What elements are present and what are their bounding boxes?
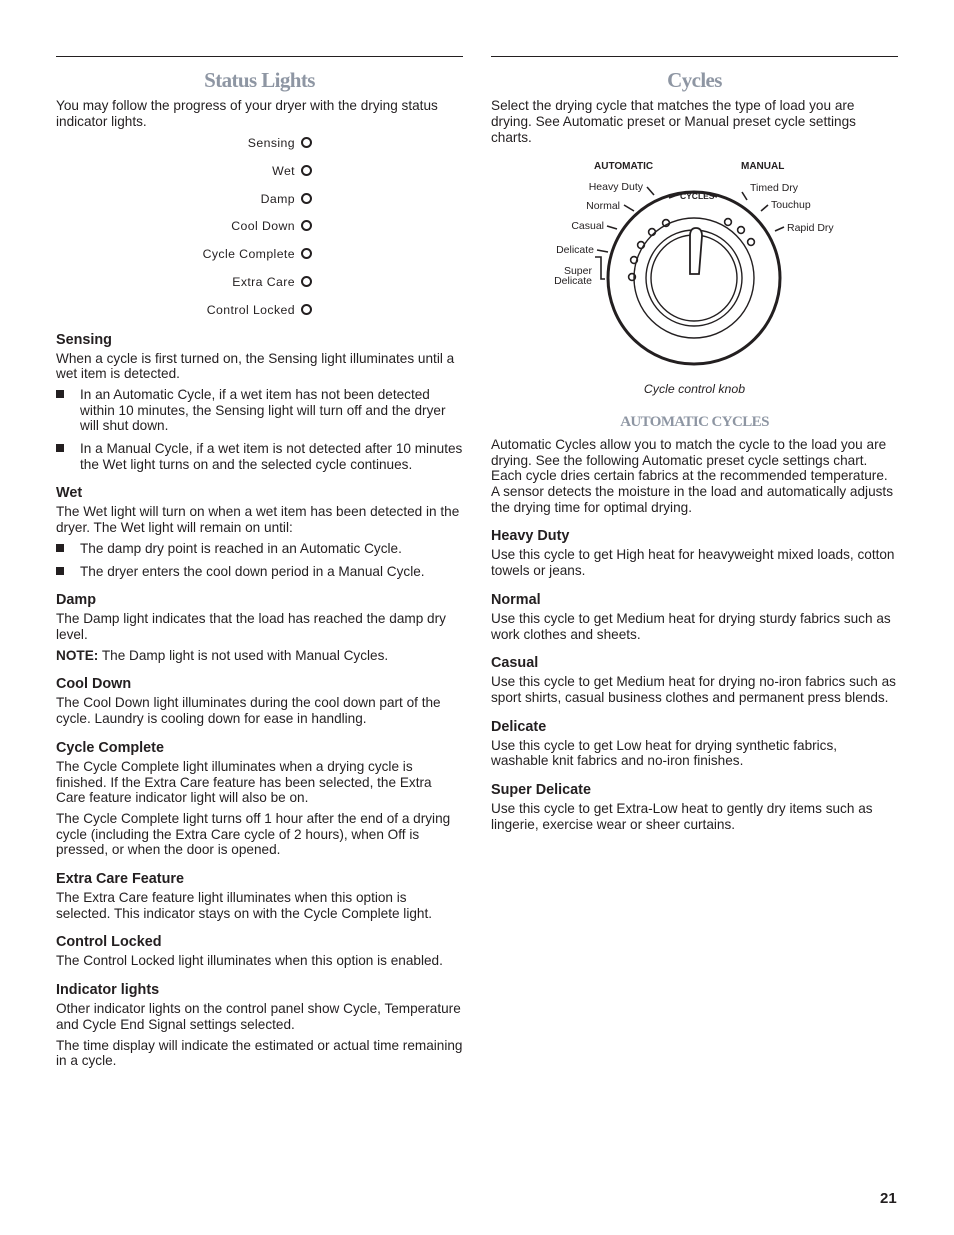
cycles-intro: Select the drying cycle that matches the type of load you are drying. See Automatic preset or Manual preset cycle settings charts.: [491, 98, 856, 145]
section-text: Use this cycle to get Extra-Low heat to gently dry items such as lingerie, exercise wear or sheer curtains.: [491, 801, 873, 832]
list-item: The damp dry point is reached in an Automatic Cycle.: [56, 541, 463, 557]
section-heading: Heavy Duty: [491, 528, 570, 545]
status-lights-title: Status Lights: [204, 68, 315, 92]
timed-dry-label: Timed Dry: [750, 182, 799, 195]
light-control-locked: Control Locked: [207, 303, 312, 317]
leader-line: [647, 187, 654, 195]
bullet-square-icon: [56, 444, 64, 452]
indicator-ring-icon: [301, 193, 312, 204]
section-heavy-duty: [491, 528, 898, 578]
cycle-indicator-icon: [725, 219, 732, 226]
section-automatic-cycles: [491, 437, 898, 516]
section-text: Use this cycle to get High heat for heavyweight mixed loads, cotton towels or jeans.: [491, 547, 895, 579]
section-delicate: [491, 719, 898, 769]
section-casual: [491, 655, 898, 705]
section-normal: [491, 592, 898, 642]
section-text: Automatic Cycles allow you to match the cycle to the load you are drying. See the following Automatic preset cycle settings chart. Each cycle dries certain fabrics at the recommended temperature. A sensor detects the moisture in the load and automatically adjusts the drying time for optimal drying.: [491, 436, 893, 515]
indicator-ring-icon: [301, 304, 312, 315]
cycle-indicator-icon: [738, 227, 745, 234]
section-heading: Normal: [491, 591, 541, 608]
section-cool-down: [56, 676, 463, 726]
cycle-knob-diagram: [491, 150, 898, 382]
list-item: The dryer enters the cool down period in a Manual Cycle.: [56, 564, 463, 580]
delicate-label-2: Delicate: [554, 275, 592, 288]
super-label: Super: [563, 265, 592, 278]
bullet-square-icon: [56, 544, 64, 552]
section-heading: Indicator lights: [56, 982, 160, 999]
manual-label: MANUAL: [741, 161, 785, 173]
casual-label: Casual: [571, 220, 604, 233]
leader-line: [624, 205, 634, 211]
rapid-dry-label: Rapid Dry: [787, 222, 834, 235]
automatic-cycles-title: AUTOMATIC CYCLES: [620, 413, 769, 430]
indicator-ring-icon: [301, 248, 312, 259]
heavy-duty-label: Heavy Duty: [588, 181, 643, 194]
page-number: 21: [880, 1190, 897, 1207]
leader-line: [597, 250, 608, 252]
leader-line: [761, 205, 768, 211]
knob-caption: Cycle control knob: [643, 382, 746, 397]
section-heading: Damp: [56, 592, 96, 609]
list-item: In a Manual Cycle, if a wet item is not detected after 10 minutes the Wet light turns on and the selected cycle continues.: [56, 441, 463, 472]
light-cool-down: Cool Down: [231, 219, 312, 233]
indicator-ring-icon: [301, 137, 312, 148]
section-note: NOTE: The Damp light is not used with Manual Cycles.: [56, 647, 389, 663]
bullet-square-icon: [56, 567, 64, 575]
section-text: The Cycle Complete light illuminates when a drying cycle is finished. If the Extra Care feature has been selected, the Extra Care feature indicator light will also be on.: [56, 758, 432, 806]
section-heading: Casual: [491, 655, 539, 672]
section-text: Use this cycle to get Medium heat for drying no-iron fabrics such as sport shirts, casual business clothes and permanent press blends.: [491, 674, 896, 705]
section-text: Other indicator lights on the control panel show Cycle, Temperature and Cycle End Signal settings selected.: [56, 1001, 461, 1032]
light-damp: Damp: [261, 192, 312, 206]
top-rule: [56, 56, 463, 57]
section-extra-care: [56, 871, 463, 921]
leader-line: [775, 227, 784, 231]
section-sensing: [56, 332, 463, 473]
section-text: The Cool Down light illuminates during the cool down part of the cycle. Laundry is cooling down for ease in handling.: [56, 695, 441, 727]
cycle-knob-illustration: [491, 150, 898, 382]
light-extra-care: Extra Care: [232, 275, 312, 289]
section-heading: Cycle Complete: [56, 739, 164, 756]
section-control-locked: [56, 934, 463, 969]
section-indicator-lights: [56, 982, 463, 1069]
bullet-square-icon: [56, 390, 64, 398]
section-text: Use this cycle to get Medium heat for drying sturdy fabrics such as work clothes and sheets.: [491, 610, 891, 642]
automatic-label: AUTOMATIC: [594, 161, 654, 173]
section-text: The Damp light indicates that the load has reached the damp dry level.: [56, 611, 446, 642]
section-heading: Wet: [56, 485, 83, 502]
indicator-ring-icon: [301, 276, 312, 287]
indicator-ring-icon: [301, 220, 312, 231]
top-rule: [491, 56, 898, 57]
knob-pointer-icon: [690, 228, 702, 274]
cycles-label: CYCLES: [680, 191, 715, 202]
section-text: The time display will indicate the estimated or actual time remaining in a cycle.: [56, 1037, 463, 1069]
normal-label: Normal: [586, 200, 620, 213]
list-item: In an Automatic Cycle, if a wet item has not been detected within 10 minutes, the Sensing light will turn off and the dryer will shut down.: [56, 387, 463, 434]
bullet-list: [56, 541, 463, 579]
section-heading: Cool Down: [56, 676, 132, 693]
status-lights-diagram: [56, 136, 463, 324]
section-text: The Cycle Complete light turns off 1 hour after the end of a drying cycle (including the Extra Care cycle of 2 hours), when Off is pressed, or when the door is opened.: [56, 810, 451, 858]
section-heading: Delicate: [491, 718, 547, 735]
section-heading: Super Delicate: [491, 782, 591, 799]
section-text: The Extra Care feature light illuminates when this option is selected. This indicator stays on with the Cycle Complete light.: [56, 890, 433, 921]
bullet-list: [56, 387, 463, 473]
section-heading: Control Locked: [56, 934, 162, 951]
light-cycle-complete: Cycle Complete: [203, 247, 312, 261]
section-cycle-complete: [56, 740, 463, 858]
section-text: When a cycle is first turned on, the Sensing light illuminates until a wet item is detected.: [56, 350, 455, 382]
touchup-label: Touchup: [771, 199, 811, 212]
status-lights-intro: You may follow the progress of your dryer with the drying status indicator lights.: [56, 98, 438, 129]
section-heading: Extra Care Feature: [56, 871, 184, 888]
section-text: Use this cycle to get Low heat for drying synthetic fabrics, washable knit fabrics and no-iron finishes.: [491, 737, 838, 769]
section-heading: Sensing: [56, 331, 112, 348]
section-super-delicate: [491, 782, 898, 832]
light-sensing: Sensing: [248, 136, 312, 150]
cycles-column: [491, 56, 898, 846]
section-wet: [56, 485, 463, 579]
indicator-ring-icon: [301, 165, 312, 176]
section-text: The Wet light will turn on when a wet item has been detected in the dryer. The Wet light will remain on until:: [56, 504, 460, 536]
section-text: The Control Locked light illuminates when this option is enabled.: [56, 953, 443, 969]
cycles-title: Cycles: [667, 68, 722, 92]
section-damp: [56, 592, 463, 663]
leader-line: [607, 226, 617, 229]
leader-line: [742, 192, 747, 200]
light-wet: Wet: [272, 164, 312, 178]
status-lights-column: [56, 56, 463, 1082]
leader-line: [595, 257, 605, 279]
cycle-indicator-icon: [748, 239, 755, 246]
delicate-label: Delicate: [556, 244, 594, 257]
